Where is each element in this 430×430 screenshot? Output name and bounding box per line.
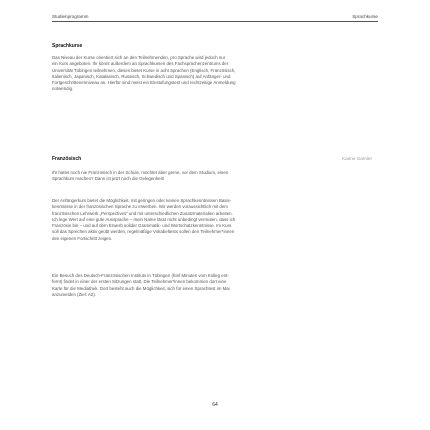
paragraph-institute-visit: Ein Besuch des Deutsch-Französischen Instituts in Tübingen (fünf Minuten vom Kolleg ent- fernt) findet in einer der ersten Sitzungen statt. Die Teilnehmer*innen bekommen dort eine Karte für die Mediathek. Dort besteht auch die Möglichkeit, sich für einen Sprachtest im Mai anzumelden (Ziel: A2).	[52, 273, 230, 297]
section-title-sprachkurse: Sprachkurse	[52, 43, 83, 49]
running-header	[52, 14, 378, 22]
section-title-franzoesisch: Französisch	[52, 156, 82, 162]
page-number: 64	[212, 402, 218, 408]
paragraph-intro: Ihr hattet noch nie Französisch in der Schule, möchtet aber gerne, vor dem Studium, einen Sprachkurs machen? Dann ist jetzt noch die Gelegenheit!	[52, 170, 229, 182]
paragraph-course-description: Der Anfängerkurs bietet die Möglichkeit, mit geringen oder keinen Sprachkenntnissen Basis- kenntnisse in der französischen Sprache zu erwerben. Wir werden voraussichtlich mit dem französischen Lehrwerk „Perspectives“ und mit unterschiedlichen Zusatzmaterialien arbeiten. Ich lege Wert auf eine gute Aussprache – mein Name lässt nicht unbedingt vermuten, dass ich Französin bin – und auf dem Erwerb solider Grammatik- und Wortschatzkenntnisse. Im Kurs soll das Sprechen aktiv geübt werden, regelmäßige Vokabeltests sollen den Teilnehmer*innen den eigenen Fortschritt zeigen.	[52, 198, 236, 241]
header-right: Sprachkurse	[352, 14, 378, 19]
author-name: Karine Garnier	[342, 156, 372, 161]
header-left: Studienprogramm	[52, 14, 89, 19]
paragraph-sprachkurse: Das Niveau der Kurse orientiert sich an den Teilnehmenden, pro Sprache wird jedoch nur ein Kurs angeboten. Ihr könnt außerdem an Sprachkursen des Fachsprachenzentrums der Universität Tübingen teilnehmen, dieses bietet Kurse in acht Sprachen (Englisch, Französisch, Italienisch, Japanisch, Katalanisch, Russisch, Schwedisch und Spanisch) auf Anfänger- und Fortgeschrittenenniveau an. Hierfür sind meist ein Einstufungstest und rechtzeitige Anmeldung notwendig.	[52, 55, 236, 92]
